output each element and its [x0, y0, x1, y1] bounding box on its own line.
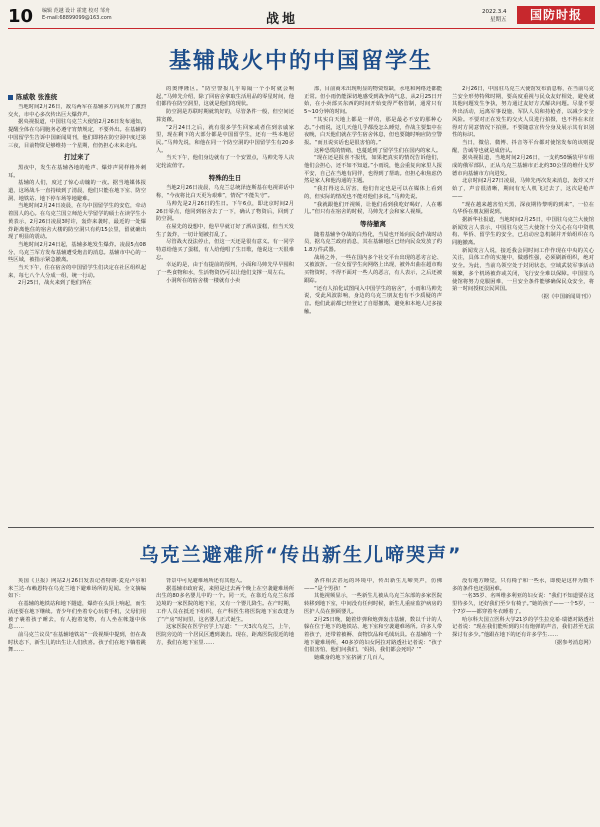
section-title: 战地	[266, 12, 299, 27]
article-column-3: 部，目前商未出现明显的物资短缺，水电和网络还都能正常。但小雨仍能深切地感受到战争的气息，从2月25日开始，在小卖部买东西的时间开始变得严格管制，通常只有5~10分钟的时间。 “其实白天地上都是一样的，那是最必不安的那种心态。”小雨说，这几天他几乎都没怎么睡觉，作战主要集中在夜晚，白天他们就在学生宿舍休息，但也要随时响应防空警报。“而且说实话也是很害怕的。” 这种恐慌的情绪，也蔓延到了留学生们在国内的家人。 “现在还是报喜不报忧，如果把真实的情况告诉他们，他们会担心，还不如不知道。”小雨说，他会重复向家里人报平安，自己在当地有同伴，也得到了帮助。但担心和焦虑仍然是家人和他沟通的主题。 “我打得这么厉害，他们肯定也是可以在媒体上看到的，但实际的情况也不能对他们多说。”马帅先说。 “我就跟他们开视频，让他们看到我吃好喝好，人在哪儿。”但只有在宿舍的时候，马帅先才会和家人视频。 等待撤离 随着基辅争夺战的白热化，当局也开始向民众作战时动员，据乌克兰政府消息，其在基辅地区已经向民众发放了约1.8万件武器。 战场之外，一些在国内多个社交平台出现的恶劣言论、又被波折。一位女留学生向网络上出现，被外出曲在超市购买物资时，不得不面对一些人的恶言，有人表示，之后还被跟踪。 “还有人拍化试图闯入中国学生的宿舍”，小雨和马帅先说，受此风波影响，身边的乌克兰朋友也有不少质疑的声音。他们此前都已经登记了自愿撤离，避免和本地人过多接触。	[304, 86, 442, 315]
page-number: 10	[8, 6, 34, 27]
article-column-4: 2月26日，中国驻乌克兰大使馆发布消息称，在当前乌克兰安全形势特殊时期，要高度重视与民众友好相处，避免就其他问题发生争执，努力通过友好方式解决问题。尽量不要外出活动，远离军事设施、军队人员和持枪者，以减少安全风险。不要对正在发生的交火人员进行拍摄，也不得在未征得对方同意情况下拍照。不要随意宣传分身及展示其有识别性的标识。 当日，微信、微博、抖音等平台都对使馆发布的该则提醒，告诫等也就是成倍认。 据央视报道，当地时间2月26日，一支约50辆装甲车组成的俄军部队，正从乌克兰基辅市正北约30公里的维什戈罗德市向基辅市方向进发。 北京时间2月27日凌晨，马帅先再次发来消息，轰炸又开始了，声音很清晰，期间有无人机飞过去了，这次是枪声—— “现在越来越害怕天黑，深夜期待黎明的到来”，一位在乌华侨在朋友圈说到。 据新华社报道，当地时间2月25日，中国驻乌克兰大使馆新闻发言人表示，中国驻乌克兰大使馆十分关心在乌中资机构、华侨、留学生的安全，已启动应急机制并开始组织在乌同胞撤离。 新闻发言人说，接近我会同时间工作作现在中央的关心关注，具体工作的实施中，做感性强，必须刷新组织，绝对安全。为此，当前乌领空处于封闭状态，空域武装军事活动频繁，多个机场被炸或关闭，飞行安全难以保障。中国驻乌使馆将努力克服困难，一旦安全条件能够确保民众安全，将第一时间授权公民回国。 （据《中国新闻周刊》）	[452, 86, 594, 300]
article-column-1: 英国《卫报》网站2月26日发表记者特朗·麦克卢尔和米兰达·布赖恩特在乌克兰地下避难场所的见闻。全文摘编如下： 在基辅的地铁站和地下隧道，爆炸在头顶上响起，而生活还要在地下继续。青少年们坐着专心玩着手机，父母们用被子裹着孩子睡去，有人抱着宠物，有人坐在帐篷中休息…… 前马克兰议员“在基辅地铁站”一段视频中提到，但在战时状态下，新生儿的出生让人们欣喜。孩子们在地下躺着跳舞……	[8, 578, 146, 654]
masthead-logo: 国防时报	[517, 6, 595, 24]
source-note: （据《中国新闻周刊》）	[538, 293, 594, 300]
issue-date: 2022.3.4 星期五	[482, 9, 507, 23]
subheading: 特殊的生日	[208, 173, 242, 182]
headline: 乌克兰避难所“传出新生儿啼哭声”	[139, 544, 463, 566]
source-note: （据参考消息网）	[551, 639, 594, 646]
article-column-4: 没有地方睡觉，只有椅子和一些水，即便是这样为数不多的条件也还很困难。 一名35岁、名叫维多利亚的妇女说：“我们不知道要在这里待多久，还好我们至少有椅子。”她的孩子——一个5岁，一个7岁——都穿着冬衣睡着了。 哈尔科夫国立医科大学21岁的学生拉克希·瑞德对路透社记者说：“现在我们能听到的只有炮弹的声音，我们甚至无法探讨有多少。”他跟在地下的还有许多学生…… （据参考消息网）	[452, 578, 594, 646]
article-column-2: 背景中可见避难场所还有其他人。 据基辅市政府说，来照是过去两个晚上在空袭避难场所出生的80多名婴儿中的一个。同一天，在靠近乌克兰东部边境的一家医院的地下室，又有一个婴儿降生。在产时期，工作人员在抵近下组织，在产科医生将医院地下室改建为了“产房”时间里，这名婴儿正式诞生。 这家医院在医学官学上写道：“一天3次乌克兰，上午，医院旁边的一个居民区遭到袭击。现在，距离医院很近的地方，我们在地下室里……	[156, 578, 294, 646]
article-column-2: 的奥博隆区。“防空警报几乎每隔一个小时就会响起，”马帅先介绍，除了回宿舍拿取生活用品的零星时间，他们都待在防空洞里，这就是他们的现状。 防空洞是苏联时期就筑好的，尽管条件一般，但空间还算宽敞。 “2月24日之后，就有很多学生回家或者住到亲戚家里，现在剩下的大部分都是中国留学生，还有一些本地居民。”马帅先说，和他在同一个防空洞的中国留学生有20多人。 当天下午，他们身边就有了一个安置点，马帅先等人决定轮流值守。 特殊的生日 当地2月26日凌晨，乌克兰总统泽连斯基在电视讲话中称，“今夜将比白天更为艰难”，情况“不能失守”。 马帅先是2月26日的生日。下午6点，即北京时间2月26日零点，他同到宿舍去了一下，确认了物资后，回到了防空洞。 在屋先的设想中，他早早就订好了酒店蛋糕，但当天发生了轰炸，一切计划被打乱了。 尽管战火没法停止，但这一天还是很有意义。有一同学特意给他买了蛋糕，有人给他唱了生日歌，他说这一天很难忘。 幸运的是，由于有提前的预判，小面和马帅先早早囤积了一些食物和水，生活物资仍可以让他们支撑一周左右。 小洞所在的宿舍楼一楼就有小卖	[156, 86, 294, 284]
editor-credits: 编辑 范越 设计 霍建 校对 邹舟 E-mail:68899099@163.com	[42, 8, 112, 21]
byline: 陈威敬 张淮统	[8, 92, 118, 101]
headline: 基辅战火中的中国留学生	[168, 49, 433, 74]
article-column-3: 条件相去甚远的环境中，传出新生儿啼哭声，仿佛——“是个男孩！” 其他视频显示，一些新生儿被从乌克兰东部的多家医院转移到地下室，中间没有任何时候，新生儿重症监护病房的医护人员在照顾婴儿。 2月25日晚，随着炸弹和炮弹轰击基辅，数以千计的人躲在位于地下的地铁站、地下室和空袭避难场所。许多人带着孩子，还带着被褥、食物饮品和毛绒玩具。在基辅的一个地下避难场所，40多岁的妇女阿拉对路透社记者说：“孩子们很害怕，他们问我们，‘妈妈，我们都会死吗？’” 她藏身的地下室挤满了几百人，	[304, 578, 442, 662]
subheading: 等待撤离	[360, 219, 386, 228]
article-column-1: 当地时间2月26日，敌乌两军在基辅多方向展开了激烈交火，市中心多次传出巨大爆炸声。 据央视报道，中国驻乌克兰大使馆2月26日发布通知，提醒全体在乌同胞务必遵守宵禁规定，不要外出。在基辅的中国留学生告诉中国新闻周刊，他们即将在防空洞中度过第三夜，目前物资足够维持一个星期，但仍担心未来走向。 打过来了 黑夜中，发生在基辅各地的枪声、爆炸声同样格外刺耳。 基辅的人们，度过了惊心动魄的一夜。据当地媒体报道，这场战斗一直持续到了清晨，他们只能在地下室、防空洞、地铁站、地下停车场等地避难。 当地时间2月24日凌晨，在乌中国留学生的安危，牵动着国人的心。在乌克兰国立师范大学留学的硕士在读学生小黄表示，2月26日凌晨3时许，轰炸来袭时，最近的一处爆炸距离他住的宿舍大楼的防空洞只有约15公里，留就确出现了明显的震动。 当地时间2月24日起，基辅多地发生爆炸。凌晨5点08分，乌克兰军方发布基辅遭受炮击的消息。基辅市中心的一些区域，被指示紧急撤离。 当天下午，住在宿舍的中国留学生们决定在社区组织起来，每七八个人分成一组，统一行动。 2月25日，战火来到了他们所在	[8, 104, 146, 287]
story-shelter-newborn	[8, 0, 594, 827]
subheading: 打过来了	[64, 153, 90, 162]
